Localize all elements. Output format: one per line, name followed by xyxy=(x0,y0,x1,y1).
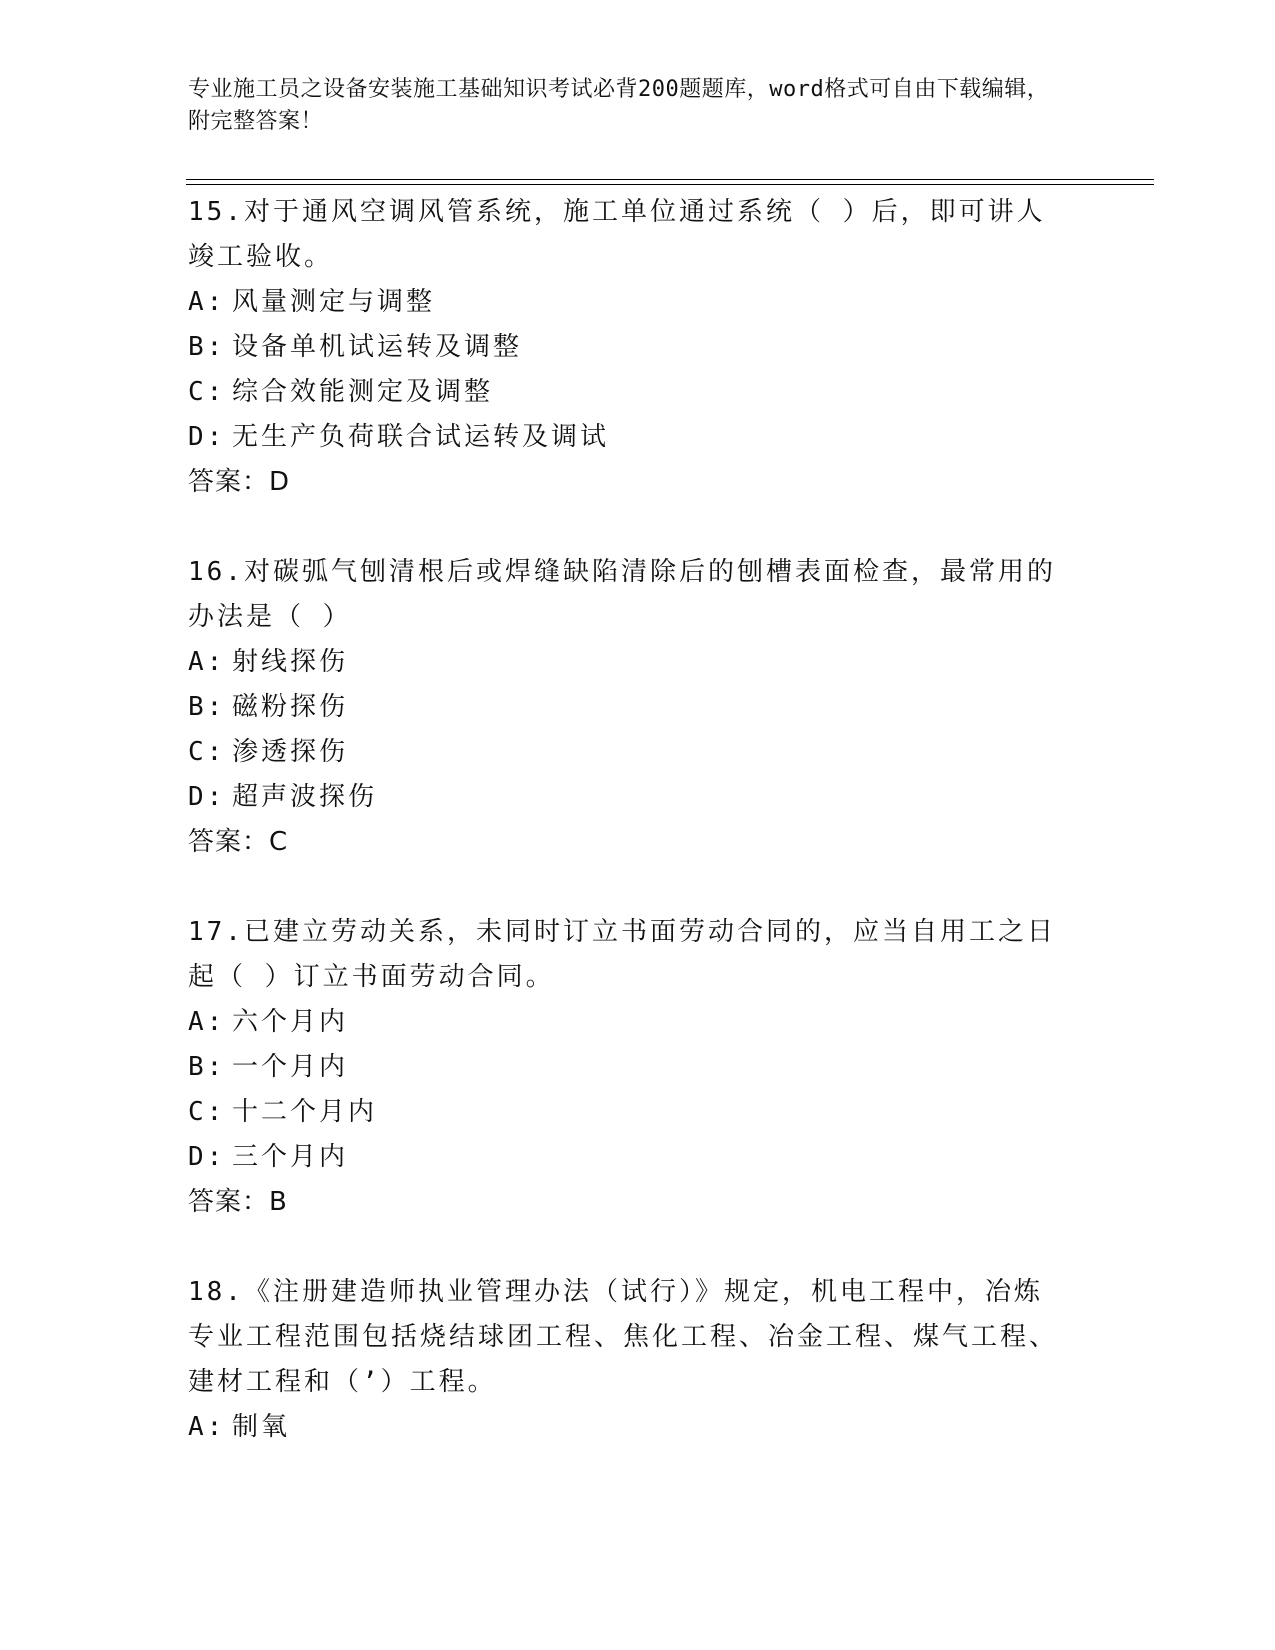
option-d xyxy=(188,1135,1088,1180)
option-d xyxy=(188,775,1088,820)
question-15 xyxy=(188,190,1088,505)
option-a xyxy=(188,1000,1088,1045)
option-key: D: xyxy=(188,1142,226,1172)
option-text: 六个月内 xyxy=(232,1007,349,1037)
question-stem: 18.《注册建造师执业管理办法（试行）》规定，机电工程中，冶炼专业工程范围包括烧结球团工程、焦化工程、冶金工程、煤气工程、建材工程和（’）工程。 xyxy=(188,1277,1059,1397)
option-text: 磁粉探伤 xyxy=(232,692,349,722)
answer-line: 答案：D xyxy=(188,467,291,497)
option-b xyxy=(188,1045,1088,1090)
question-stem: 16.对碳弧气刨清根后或焊缝缺陷清除后的刨槽表面检查，最常用的办法是（ ） xyxy=(188,557,1056,632)
option-key: C: xyxy=(188,737,226,767)
option-key: C: xyxy=(188,377,226,407)
option-key: A: xyxy=(188,647,226,677)
option-text: 超声波探伤 xyxy=(232,782,378,812)
document-header-title: 专业施工员之设备安装施工基础知识考试必背200题题库，word格式可自由下载编辑，附完整答案！ xyxy=(188,77,1050,134)
question-list xyxy=(188,190,1088,1450)
option-a xyxy=(188,1405,1088,1450)
answer-line: 答案：B xyxy=(188,1187,288,1217)
option-text: 设备单机试运转及调整 xyxy=(232,332,523,362)
option-key: C: xyxy=(188,1097,226,1127)
option-text: 风量测定与调整 xyxy=(232,287,436,317)
question-stem: 17.已建立劳动关系，未同时订立书面劳动合同的，应当自用工之日起（ ）订立书面劳动合同。 xyxy=(188,917,1056,992)
option-b xyxy=(188,685,1088,730)
option-key: B: xyxy=(188,692,226,722)
option-c xyxy=(188,730,1088,775)
spacer xyxy=(188,1225,1088,1270)
option-text: 无生产负荷联合试运转及调试 xyxy=(232,422,610,452)
option-text: 射线探伤 xyxy=(232,647,349,677)
option-key: A: xyxy=(188,1007,226,1037)
option-text: 三个月内 xyxy=(232,1142,349,1172)
option-key: A: xyxy=(188,1412,226,1442)
option-key: B: xyxy=(188,1052,226,1082)
option-key: D: xyxy=(188,782,226,812)
answer-line: 答案：C xyxy=(188,827,289,857)
option-text: 综合效能测定及调整 xyxy=(232,377,494,407)
question-18 xyxy=(188,1270,1088,1450)
option-c xyxy=(188,1090,1088,1135)
option-key: D: xyxy=(188,422,226,452)
option-text: 十二个月内 xyxy=(232,1097,378,1127)
option-text: 渗透探伤 xyxy=(232,737,349,767)
header-divider-bottom xyxy=(186,184,1154,185)
spacer xyxy=(188,865,1088,910)
option-key: B: xyxy=(188,332,226,362)
option-a xyxy=(188,280,1088,325)
question-stem: 15.对于通风空调风管系统，施工单位通过系统（ ）后，即可讲人竣工验收。 xyxy=(188,197,1046,272)
question-16 xyxy=(188,550,1088,865)
spacer xyxy=(188,505,1088,550)
option-c xyxy=(188,370,1088,415)
option-a xyxy=(188,640,1088,685)
option-b xyxy=(188,325,1088,370)
header-divider-top xyxy=(186,179,1154,180)
option-text: 制氧 xyxy=(232,1412,291,1442)
question-17 xyxy=(188,910,1088,1225)
option-text: 一个月内 xyxy=(232,1052,349,1082)
option-key: A: xyxy=(188,287,226,317)
option-d xyxy=(188,415,1088,460)
